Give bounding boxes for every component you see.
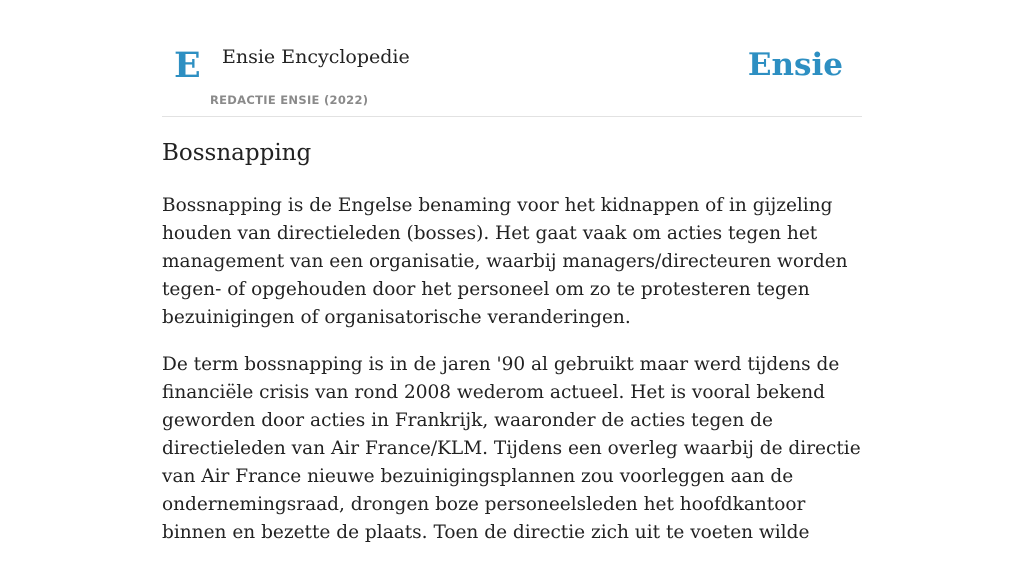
- site-title[interactable]: Ensie Encyclopedie: [222, 46, 410, 68]
- article-paragraph: De term bossnapping is in de jaren '90 al gebruikt maar werd tijdens de financiële crisis van rond 2008 wederom actueel. Het is vooral bekend geworden door acties in Frankrijk, waaronder de acties tegen de directieleden van Air France/KLM. Tijdens een overleg waarbij de directie van Air France nieuwe bezuinigingsplannen zou voorleggen aan de ondernemingsraad, drongen boze personeelsleden het hoofdkantoor binnen en bezette de plaats. Toen de directie zich uit te voeten wilde: [162, 354, 861, 543]
- article-paragraph: Bossnapping is de Engelse benaming voor het kidnappen of in gijzeling houden van directieleden (bosses). Het gaat vaak om acties tegen het management van een organisatie, waarbij managers/directeuren worden tegen- of opgehouden door het personeel om zo te protesteren tegen bezuinigingen of organisatorische veranderingen.: [162, 195, 848, 328]
- article-body: [162, 192, 864, 566]
- site-logo-icon[interactable]: E: [174, 45, 201, 86]
- page-header: [162, 0, 862, 117]
- author-label: REDACTIE ENSIE (2022): [210, 93, 369, 107]
- article-title: Bossnapping: [162, 140, 312, 166]
- content-container: [162, 0, 862, 543]
- brand-logo[interactable]: Ensie: [747, 47, 843, 83]
